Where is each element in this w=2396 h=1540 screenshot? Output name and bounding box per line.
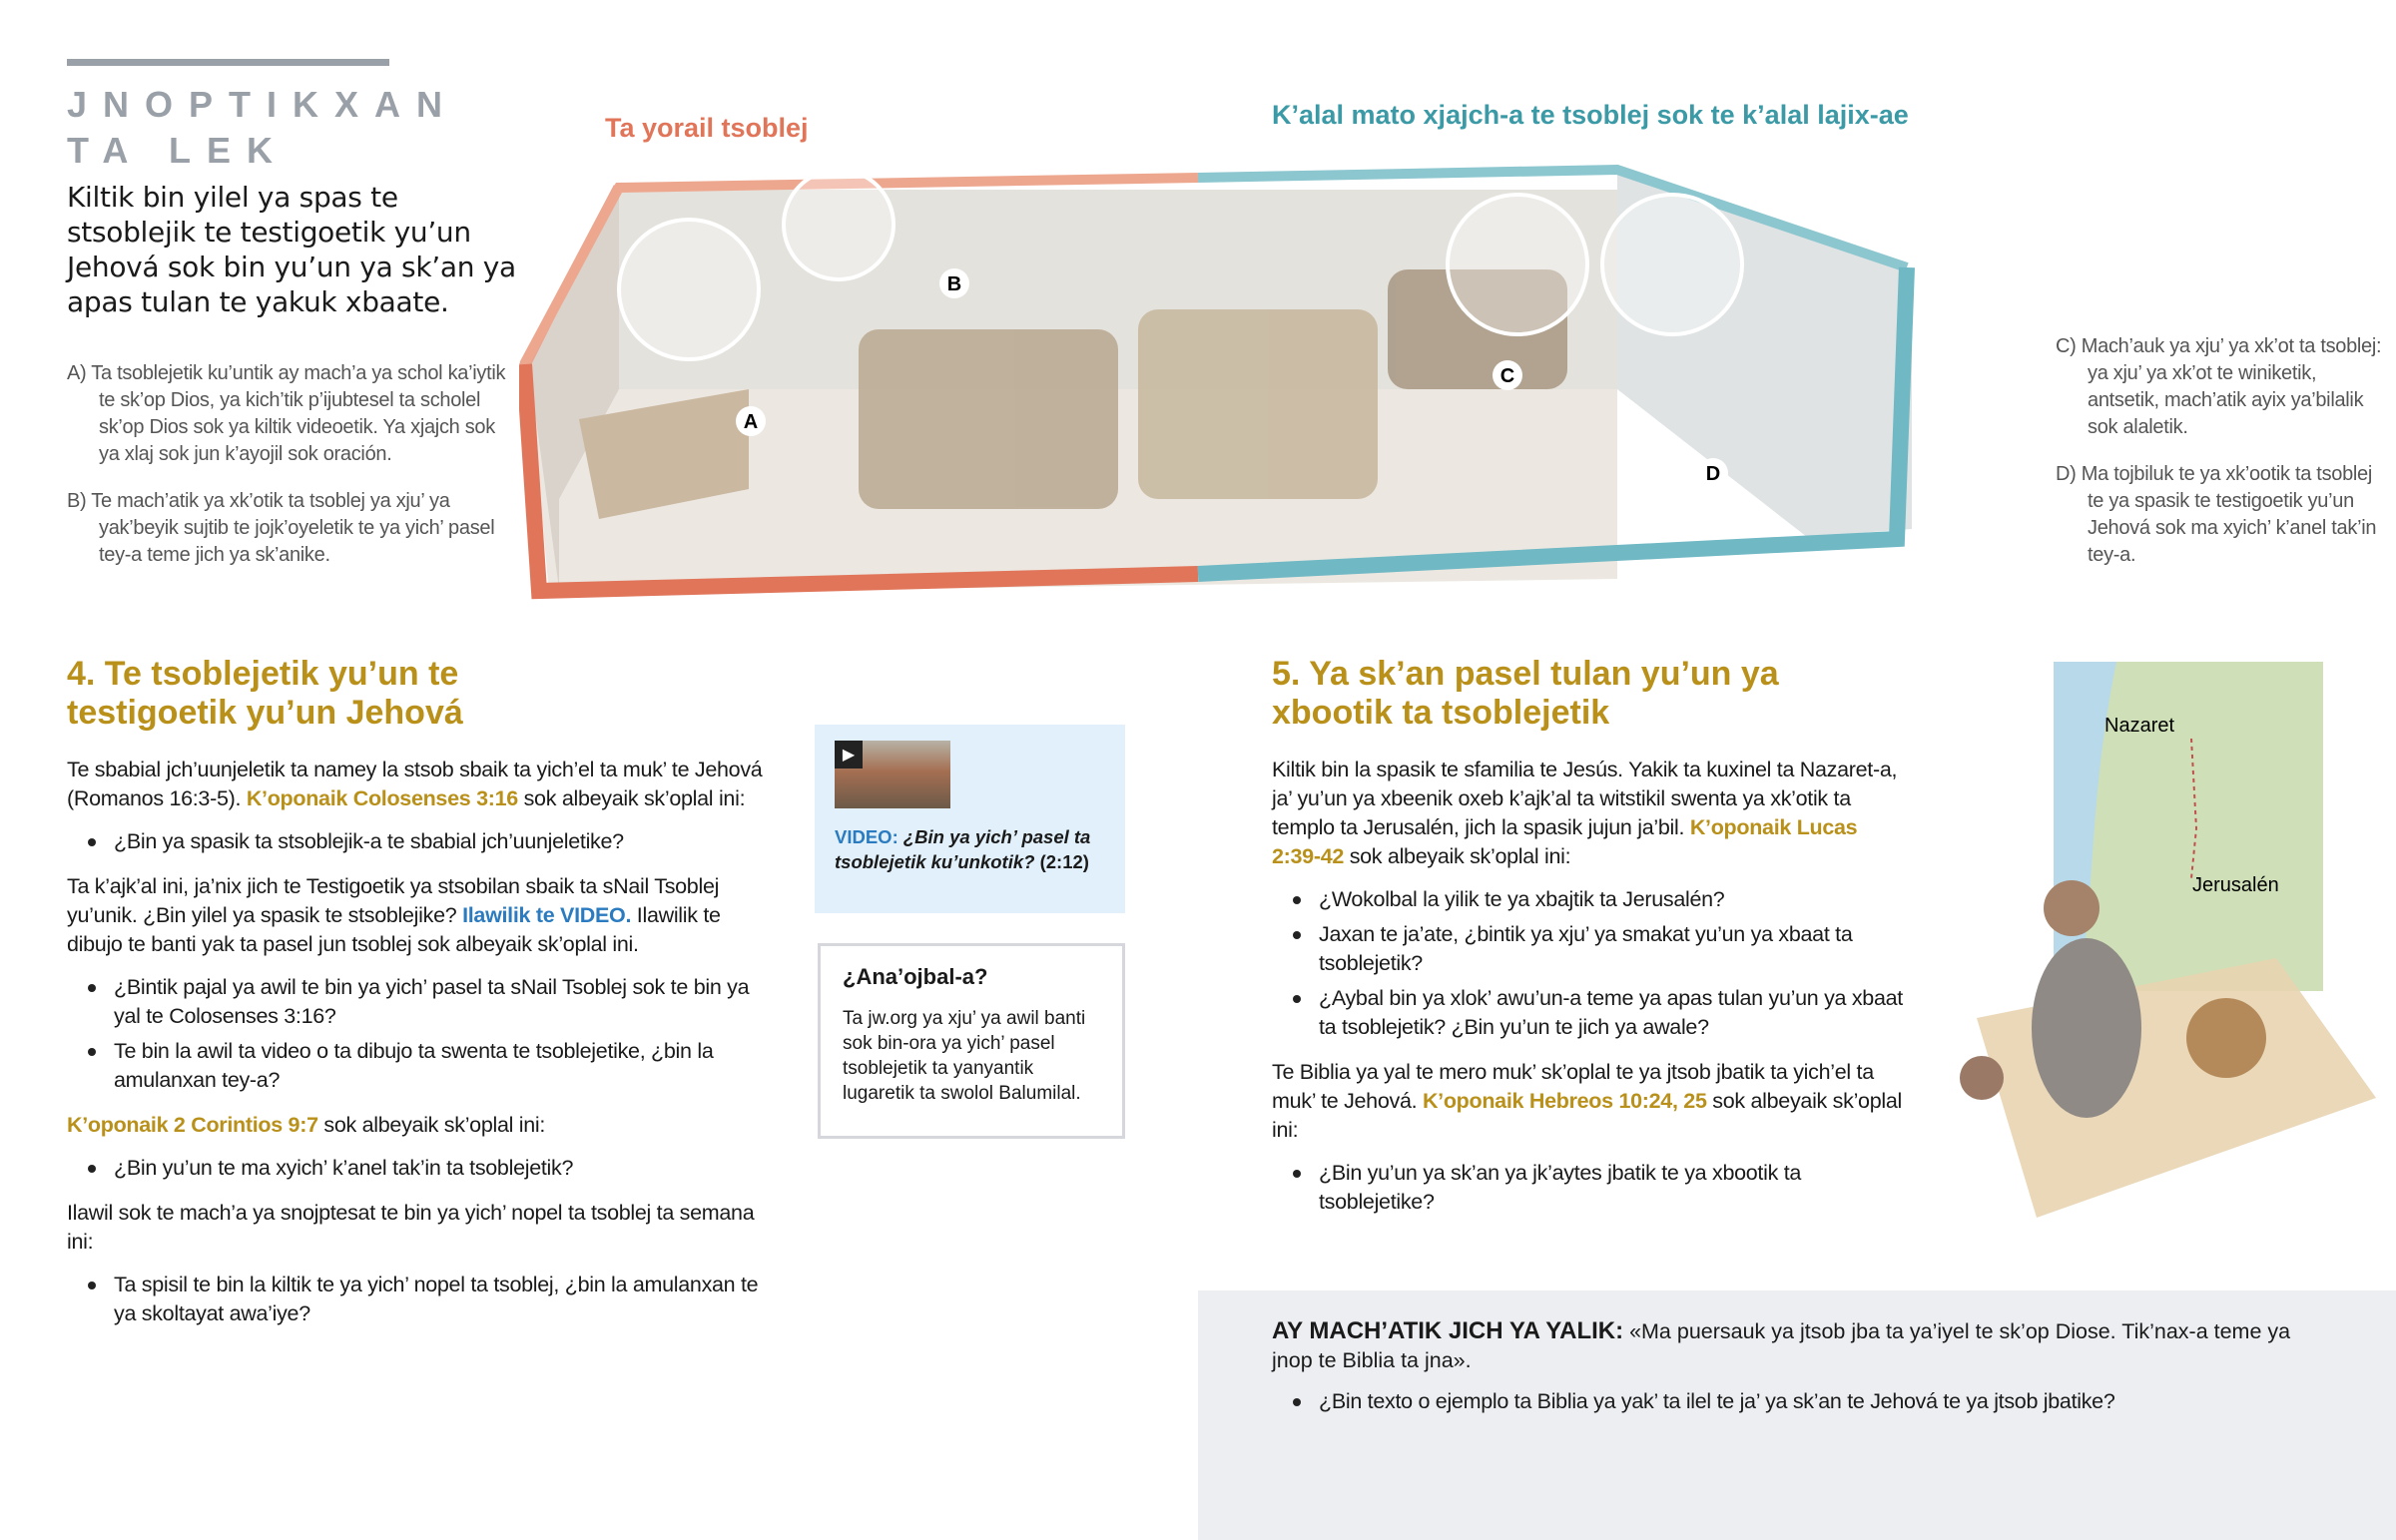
s5-p2-end: sok albeyaik sk’oplal ini: [1272,1089,1902,1142]
question-item: ¿Wokolbal la yilik te ya xbajtik ta Jerusalén? [1272,885,1911,914]
s4-p2: Ta k’ajk’al ini, ja’nix jich te Testigoetik ya stsobilan sbaik ta sNail Tsoblej yu’unik. ¿Bin yilel ya spasik te stsoblejike? [67,874,720,927]
marker-circle-b [784,170,894,279]
question-item: ¿Aybal bin ya xlok’ awu’un-a teme ya apas tulan yu’un ya xbaat ta tsoblejetik? ¿Bin yu’un te jich ya awale? [1272,984,1911,1042]
infobox-text: Ta jw.org ya xju’ ya awil banti sok bin-ora ya yich’ pasel tsoblejetik ta yanyantik lugaretik ta swolol Balumilal. [843,1008,1086,1104]
video-label: VIDEO: [835,826,898,847]
infobox-title: ¿Ana’ojbal-a? [843,964,988,989]
kicker-line-2: TA LEK [67,130,289,171]
marker-circle-d [1602,195,1742,334]
scripture-link-hebreos[interactable]: K’oponaik Hebreos 10:24, 25 [1422,1089,1707,1113]
section-4-heading: 4. Te tsoblejetik yu’un te testigoetik yu’un Jehová [67,655,463,732]
video-thumbnail[interactable] [835,741,950,808]
marker-c: C [1499,365,1515,387]
s4-p4: Ilawil sok te mach’a ya snojptesat te bin ya yich’ nopel ta tsoblej ta semana ini: [67,1201,755,1254]
map-label-nazaret: Nazaret [2104,715,2175,737]
marker-d: D [1705,463,1721,485]
section-4-body [67,756,766,1344]
opinion-quote: «Ma puersauk ya jtsob jba ta ya’iyel te sk’op Diose. Tik’nax-a teme ya jnop te Biblia ta jna». [1272,1319,2291,1372]
did-you-know-box [818,943,1125,1139]
question-item: ¿Bin texto o ejemplo ta Biblia ya yak’ ta ilel te ja’ ya sk’an te Jehová te ya jtsob jbatike? [1272,1387,2322,1416]
scripture-link-corintios[interactable]: K’oponaik 2 Corintios 9:7 [67,1113,318,1137]
map-land [2077,662,2323,991]
video-title[interactable]: ¿Bin ya yich’ pasel ta tsoblejetik ku’unkotik? [835,826,1091,872]
title-rule [67,59,389,66]
caption-b: B) Te mach’atik ya xk’otik ta tsoblej ya xju’ ya yak’beyik sujtib te jojk’oyeletik te ya yich’ pasel tey-a teme jich ya sk’anike. [67,490,495,566]
s5-p1: Kiltik bin la spasik te sfamilia te Jesús. Yakik ta kuxinel ta Nazaret-a, ja’ yu’un ya xbeenik oxeb k’ajk’al ta witstikil swenta ya xk’otik ta templo ta Jerusalén, jich la spasik jujun ja’bil. [1272,758,1898,839]
donkey [2032,938,2141,1118]
caption-c: C) Mach’auk ya xju’ ya xk’ot ta tsoblej: ya xju’ ya xk’ot te winiketik, antsetik, mach’atik ayix ya’bilalik sok alaletik. [2056,335,2382,438]
question-item: ¿Bintik pajal ya awil te bin ya yich’ pasel ta sNail Tsoblej sok te bin ya yal te Colosenses 3:16? [67,973,766,1031]
s4-p1: Te sbabial jch’uunjeletik ta namey la stsob sbaik ta yich’el ta muk’ te Jehová (Romanos 16:3-5). [67,758,763,810]
play-icon[interactable]: ▶ [835,741,863,769]
question-item: ¿Bin yu’un te ma xyich’ k’anel tak’in ta tsoblejetik? [67,1154,766,1183]
kicker-line-1: JNOPTIKXAN [67,84,459,125]
video-card[interactable] [815,725,1125,913]
question-item: ¿Bin ya spasik ta stsoblejik-a te sbabial jch’uunjeletike? [67,827,766,856]
video-link[interactable]: Ilawilik te VIDEO. [462,903,632,927]
caption-a: A) Ta tsoblejetik ku’untik ay mach’a ya schol ka’iytik te sk’op Dios, ya kich’tik p’ijubtesel ta scholel sk’op Dios sok ya kiltik videoetik. Ya xjajch sok ya xlaj sok jun k’ayojil sok oración. [67,362,506,465]
captions-right [2056,333,2385,569]
video-duration: (2:12) [1039,851,1089,872]
question-item: Jaxan te ja’ate, ¿bintik ya xju’ ya smakat yu’un ya xbaat ta tsoblejetik? [1272,920,1911,978]
meeting-hall-illustration [519,160,1957,609]
section-5-body [1272,756,1911,1233]
marker-a: A [743,411,759,433]
question-item: Te bin la awil ta video o ta dibujo ta swenta te tsoblejetike, ¿bin la amulanxan tey-a? [67,1037,766,1095]
opinion-panel [1198,1290,2396,1540]
marker-circle-a [619,220,759,359]
section-5-heading: 5. Ya sk’an pasel tulan yu’un ya xbootik ta tsoblejetik [1272,655,1779,732]
lesson-kicker [67,82,458,174]
seated-family [2186,998,2266,1078]
marker-circle-c [1448,195,1587,334]
s4-p1-end: sok albeyaik sk’oplal ini: [517,786,746,810]
traveler [2044,880,2099,936]
scripture-link-colosenses[interactable]: K’oponaik Colosenses 3:16 [246,786,518,810]
journey-illustration [1917,659,2386,1228]
opinion-label: AY MACH’ATIK JICH YA YALIK: [1272,1317,1624,1344]
s5-p2: Te Biblia ya yal te mero muk’ sk’oplal te ya jtsob jbatik ta yich’el ta muk’ te Jehová. [1272,1060,1874,1113]
question-item: ¿Bin yu’un ya sk’an ya jk’aytes jbatik te ya xbootik ta tsoblejetike? [1272,1159,1911,1217]
illustration-label-left: Ta yorail tsoblej [605,113,809,143]
illustration-label-right: K’alal mato xjajch-a te tsoblej sok te k’alal lajix-ae [1272,100,1909,130]
scripture-link-lucas[interactable]: K’oponaik Lucas 2:39-42 [1272,815,1858,868]
s4-p2-end: Ilawilik te dibujo te banti yak ta pasel jun tsoblej sok albeyaik sk’oplal ini. [67,903,721,956]
marker-b: B [946,273,962,295]
caption-d: D) Ma tojbiluk te ya xk’ootik ta tsoblej te ya spasik te testigoetik yu’un Jehová sok ma xyich’ k’anel tak’in tey-a. [2056,463,2377,566]
captions-left [67,360,506,569]
s4-p3-end: sok albeyaik sk’oplal ini: [317,1113,546,1137]
s5-p1-end: sok albeyaik sk’oplal ini: [1344,844,1571,868]
child [1960,1056,2004,1100]
map-label-jerusalen: Jerusalén [2192,874,2279,896]
question-item: Ta spisil te bin la kiltik te ya yich’ nopel ta tsoblej, ¿bin la amulanxan te ya skoltayat awa’iye? [67,1271,766,1328]
intro-text: Kiltik bin yilel ya spas te stsoblejik te testigoetik yu’un Jehová sok bin yu’un ya sk’an ya apas tulan te yakuk xbaate. [67,181,516,318]
